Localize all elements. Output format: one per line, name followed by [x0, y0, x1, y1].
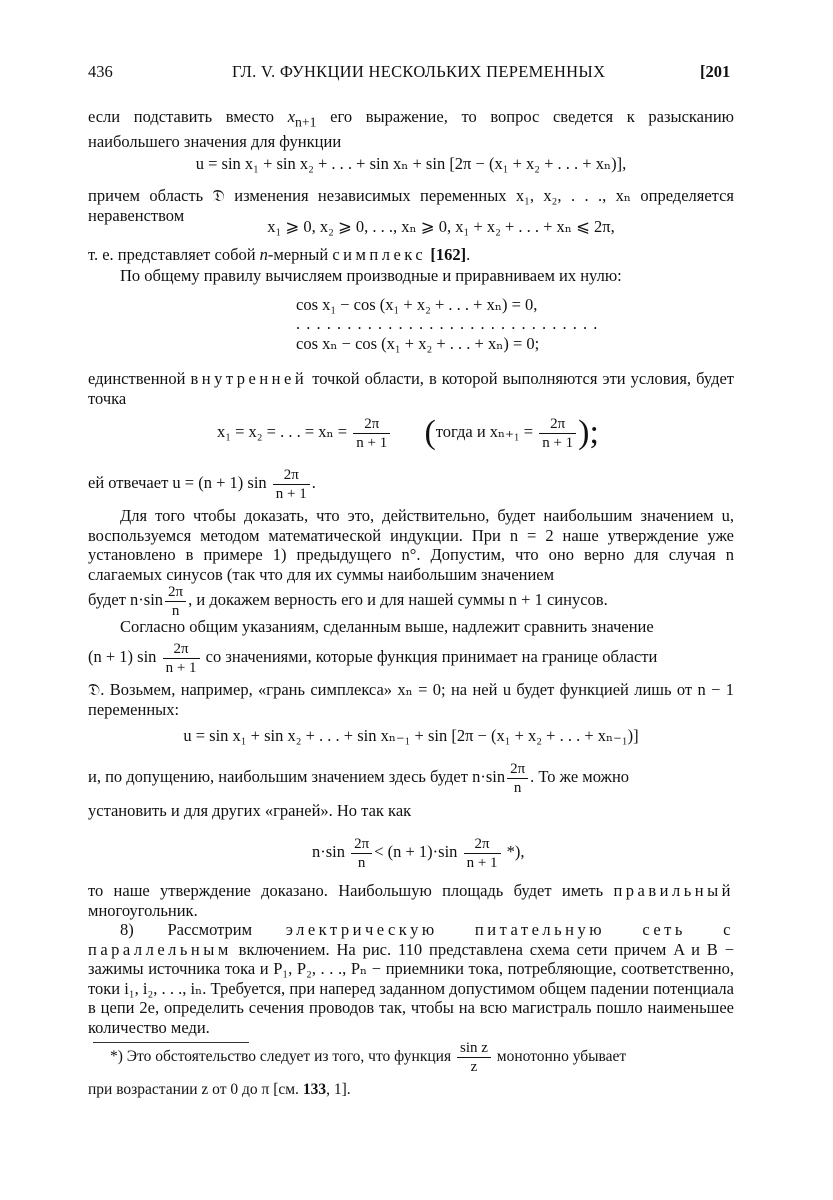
subscript-n1: n+1: [295, 114, 317, 130]
equation-derivative-1: cos x₁ − cos (x₁ + x₂ + . . . + xₙ) = 0,: [296, 295, 538, 314]
equation-derivative-n: cos xₙ − cos (x₁ + x₂ + . . . + xₙ) = 0;: [296, 334, 540, 353]
var-x: x: [287, 107, 296, 126]
paragraph-8-start: Согласно общим указаниям, сделанным выше, надлежит сравнить значение: [120, 617, 654, 636]
equation-function-u: u = sin x₁ + sin x₂ + . . . + sin xₙ + sin [2π − (x₁ + x₂ + . . . + xₙ)],: [195, 154, 627, 173]
fraction: $\frac{2\pi}{n + 1}$: [464, 836, 501, 871]
paragraph-7: Для того чтобы доказать, что это, действительно, будет наибольшим значением u, воспользуемся методом математической индукции. При n = 2 наше утверждение уже установлено в примере 1) предыдущего n°. Допустим, что оно верно для случая n слагаемых синусов (так что для их суммы наибольшим значением: [88, 506, 734, 584]
equation-comparison: n·sin $\frac{2\pi}{n}$ < (n + 1)·sin $\frac{2\pi}{n + 1}$ *),: [312, 835, 525, 871]
fraction: $\frac{2\pi}{n}$: [351, 836, 372, 871]
fraction: $\frac{2\pi}{n}$: [507, 761, 528, 796]
paragraph-9-line2: установить и для других «граней». Но так как: [88, 801, 412, 820]
footnote-line2: при возрастании z от 0 до π [см. 133, 1].: [88, 1081, 351, 1098]
page-number: 436: [88, 62, 113, 81]
emphasis-regular: правильный: [613, 881, 734, 900]
equation-boundary: u = sin x₁ + sin x₂ + . . . + sin xₙ₋₁ + sin [2π − (x₁ + x₂ + . . . + xₙ₋₁)]: [183, 726, 639, 745]
fraction: $\frac{2\pi}{n}$: [165, 584, 186, 619]
fraction: $\frac{2\pi}{n + 1}$: [273, 467, 310, 502]
emphasis-simplex: симплекс: [332, 245, 427, 264]
section-number: [201: [700, 62, 731, 81]
paragraph-4: По общему правилу вычисляем производные и приравниваем их нулю:: [120, 266, 622, 285]
paragraph-2: причем область 𝔇 изменения независимых переменных x₁, x₂, . . ., xₙ определяется неравенством: [88, 186, 735, 225]
fraction: $\frac{2\pi}{n + 1}$: [353, 416, 390, 451]
running-title: ГЛ. V. ФУНКЦИИ НЕСКОЛЬКИХ ПЕРЕМЕННЫХ: [232, 62, 606, 81]
reference-162: [162]: [426, 245, 467, 264]
fraction: $\frac{2\pi}{n + 1}$: [539, 416, 576, 451]
fraction: $\frac{\text{sin z}}{z}$: [457, 1040, 491, 1075]
paragraph-3: т. е. представляет собой n-мерный симплекс [162].: [88, 245, 471, 264]
emphasis-network: электрическую питательную сеть с параллельным: [88, 920, 734, 959]
equation-critical-point: x₁ = x₂ = . . . = xₙ = $\frac{2\pi}{n + 1}$ (тогда и xₙ₊₁ = $\frac{2\pi}{n + 1}$ );: [217, 414, 599, 452]
reference-133: 133: [302, 1081, 327, 1098]
paragraph-11: 8) Рассмотрим электрическую питательную сеть с параллельным включением. На рис. 110 представлена схема сети причем A и B − зажимы источника тока и P₁, P₂, . . ., Pₙ − приемники тока, потребляющие, соответственно, токи i₁, i₂, . . ., iₙ. Требуется, при наперед заданном допустимом общем падении потенциала в цепи 2e, определить сечения проводов так, чтобы на всю магистраль пошло наименьшее количество меди.: [88, 920, 734, 1037]
paragraph-8-line2: (n + 1) sin $\frac{2\pi}{n + 1}$ со значениями, которые функция принимает на границе области: [88, 640, 658, 676]
paragraph-8-end: 𝔇. Возьмем, например, «грань симплекса» xₙ = 0; на ней u будет функцией лишь от n − 1 переменных:: [88, 680, 734, 719]
emphasis-interior: внутренней: [190, 369, 308, 388]
equation-dots: . . . . . . . . . . . . . . . . . . . . . . . . . . . . . .: [296, 314, 599, 333]
paragraph-7-end: будет n·sin $\frac{2\pi}{n}$ , и докажем верность его и для нашей суммы n + 1 синусов.: [88, 583, 608, 619]
paragraph-10: то наше утверждение доказано. Наибольшую площадь будет иметь правильный многоугольник.: [88, 881, 734, 920]
fraction: $\frac{2\pi}{n + 1}$: [163, 641, 200, 676]
paragraph-5: единственной внутренней точкой области, в которой выполняются эти условия, будет точка: [88, 369, 734, 408]
equation-max-value: ей отвечает u = (n + 1) sin $\frac{2\pi}{n + 1}$ .: [88, 466, 316, 502]
paragraph-9-line1: и, по допущению, наибольшим значением здесь будет n·sin $\frac{2\pi}{n}$ . То же можно: [88, 760, 630, 796]
footnote-line1: *) Это обстоятельство следует из того, что функция $\frac{\text{sin z}}{z}$ монотонно убывает: [110, 1039, 627, 1075]
equation-inequalities: x₁ ⩾ 0, x₂ ⩾ 0, . . ., xₙ ⩾ 0, x₁ + x₂ + . . . + xₙ ⩽ 2π,: [267, 217, 615, 236]
paragraph-1: если подставить вместо $x_{n+1}$ его выражение, то вопрос сведется к разысканию наибольшего значения для функции: [88, 107, 734, 151]
region-symbol: 𝔇: [212, 186, 225, 205]
